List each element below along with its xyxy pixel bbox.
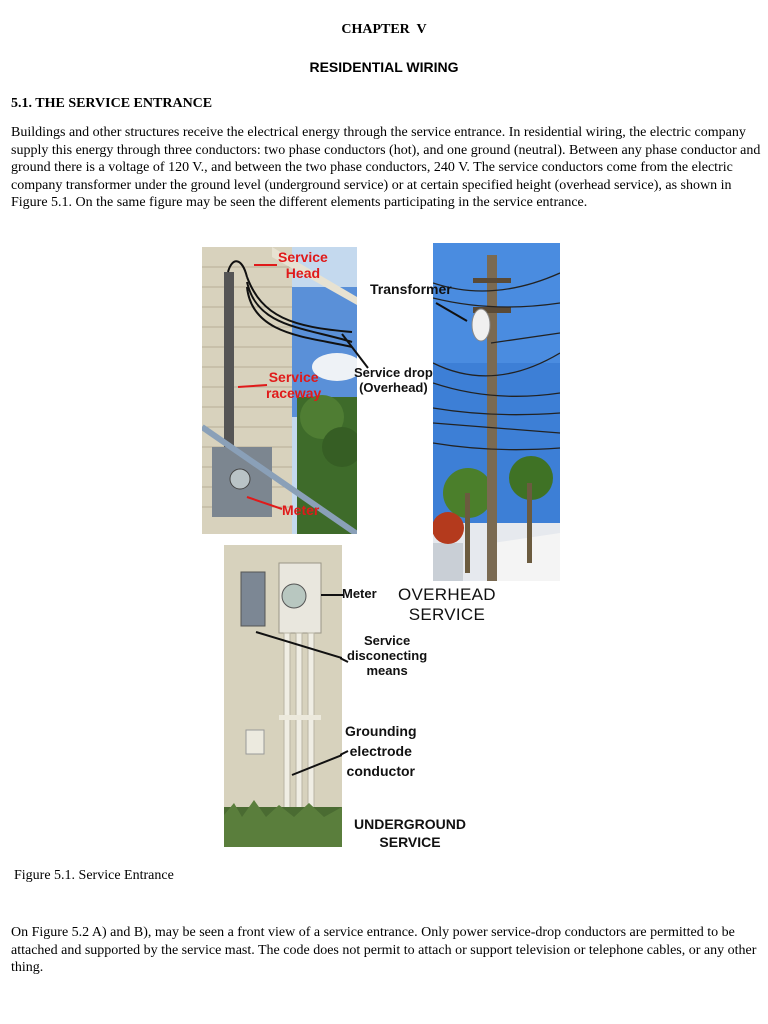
service-drop-label: Service drop (Overhead) xyxy=(354,365,433,395)
disconnecting-means-label: Service disconecting means xyxy=(347,633,428,678)
transformer-label: Transformer xyxy=(370,281,452,297)
underground-photo-illustration xyxy=(224,545,342,847)
meter-top-label: Meter xyxy=(282,502,320,518)
figure-caption: Figure 5.1. Service Entrance xyxy=(14,868,174,883)
service-raceway-label: Service raceway xyxy=(266,369,322,402)
chapter-title: RESIDENTIAL WIRING xyxy=(309,59,459,75)
grounding-electrode-label: Grounding electrode conductor xyxy=(345,723,417,779)
overhead-service-label: OVERHEAD SERVICE xyxy=(398,585,496,624)
service-drop-pointer xyxy=(340,332,370,372)
house-service-head-photo xyxy=(202,247,357,534)
transformer-pole-photo xyxy=(433,243,560,581)
underground-service-photo xyxy=(224,545,342,847)
meter-bottom-label: Meter xyxy=(342,586,377,601)
pole-photo-illustration xyxy=(433,243,560,581)
closing-paragraph: On Figure 5.2 A) and B), may be seen a front view of a service entrance. Only power service-drop conductors are permitted to be attached and supported by the service mast. The code does not permit to attach or support television or telephone cables, or any other thing. xyxy=(11,925,757,975)
chapter-heading: CHAPTER V xyxy=(341,22,427,37)
service-head-label: Service Head xyxy=(278,249,328,282)
section-heading: 5.1. THE SERVICE ENTRANCE xyxy=(11,96,213,111)
intro-paragraph: Buildings and other structures receive the electrical energy through the service entrance. In residential wiring, the electric company supply this energy through three conductors: two phase conductors (hot), and one ground (neutral). Between any phase conductor and ground there is a voltage of 120 V., and between the two phase conductors, 240 V. The service conductors come from the electric company transformer under the ground level (underground service) or at certain specified height (overhead service), as shown in Figure 5.1. On the same figure may be seen the different elements participating in the service entrance. xyxy=(11,125,761,210)
underground-service-label: UNDERGROUND SERVICE xyxy=(354,816,466,850)
